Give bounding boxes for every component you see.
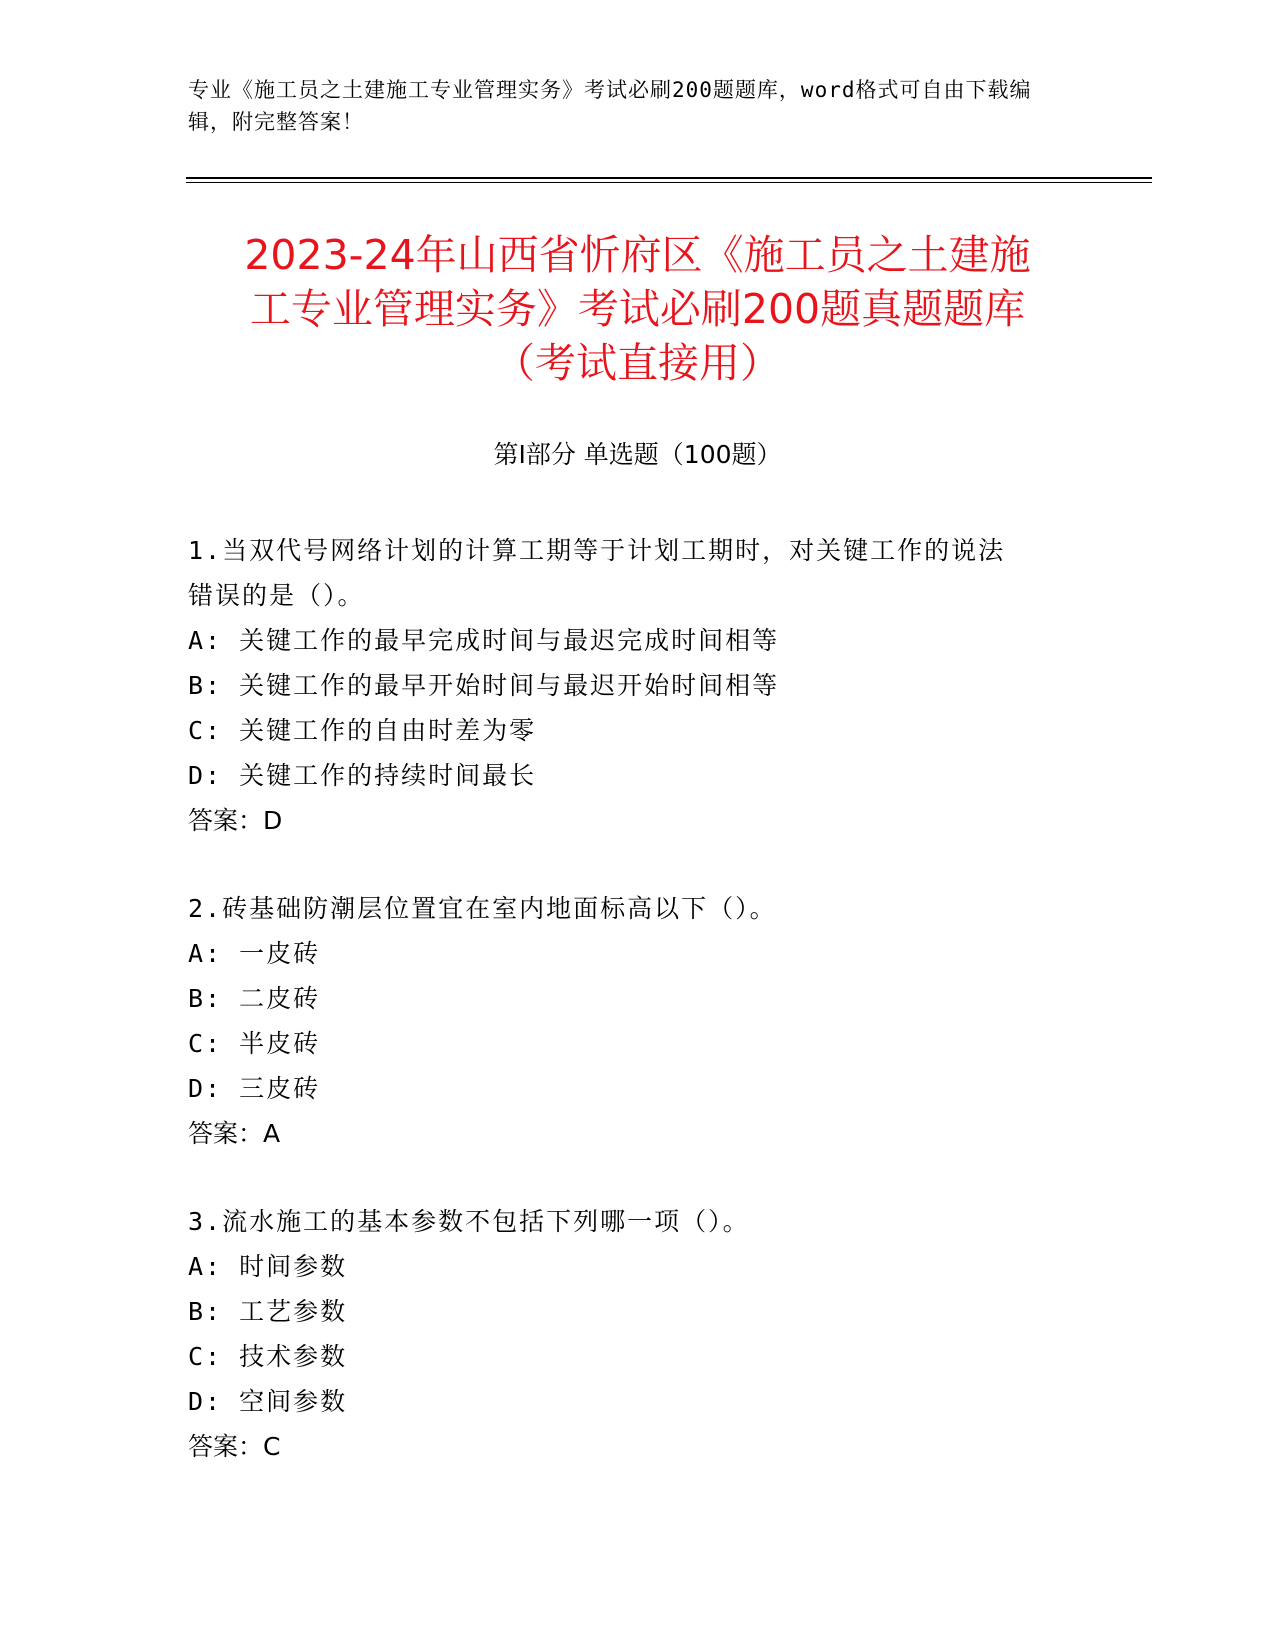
option-b: B: 关键工作的最早开始时间与最迟开始时间相等 <box>188 671 780 700</box>
option-d: D: 关键工作的持续时间最长 <box>188 761 537 790</box>
header-note: 专业《施工员之土建施工专业管理实务》考试必刷200题题库，word格式可自由下载编辑，附完整答案！ <box>188 78 1032 134</box>
answer: 答案：C <box>188 1432 281 1461</box>
answer: 答案：D <box>188 806 283 835</box>
option-a: A: 时间参数 <box>188 1252 348 1281</box>
document-title <box>160 228 1115 390</box>
question-stem: 3.流水施工的基本参数不包括下列哪一项（）。 <box>188 1207 750 1236</box>
option-c: C: 技术参数 <box>188 1342 348 1371</box>
question-stem: 2.砖基础防潮层位置宜在室内地面标高以下（）。 <box>188 894 777 923</box>
option-a: A: 一皮砖 <box>188 939 321 968</box>
question-2 <box>188 886 1068 1156</box>
answer: 答案：A <box>188 1119 281 1148</box>
question-stem: 1.当双代号网络计划的计算工期等于计划工期时，对关键工作的说法 <box>188 536 1006 565</box>
header-rule-thick <box>186 177 1152 179</box>
question-stem-continued: 错误的是（）。 <box>188 581 365 610</box>
header-rule-thin <box>186 182 1152 183</box>
option-b: B: 工艺参数 <box>188 1297 348 1326</box>
option-a: A: 关键工作的最早完成时间与最迟完成时间相等 <box>188 626 780 655</box>
section-heading: 第Ⅰ部分 单选题（100题） <box>493 440 782 469</box>
document-title-line-2: 工专业管理实务》考试必刷200题真题题库 <box>249 285 1026 333</box>
option-c: C: 关键工作的自由时差为零 <box>188 716 537 745</box>
document-title-line-3: （考试直接用） <box>494 339 781 387</box>
question-list <box>188 528 1068 1512</box>
option-b: B: 二皮砖 <box>188 984 321 1013</box>
option-d: D: 三皮砖 <box>188 1074 321 1103</box>
option-c: C: 半皮砖 <box>188 1029 321 1058</box>
question-3 <box>188 1199 1068 1469</box>
question-1 <box>188 528 1068 843</box>
option-d: D: 空间参数 <box>188 1387 348 1416</box>
document-title-line-1: 2023-24年山西省忻府区《施工员之土建施 <box>244 231 1031 279</box>
